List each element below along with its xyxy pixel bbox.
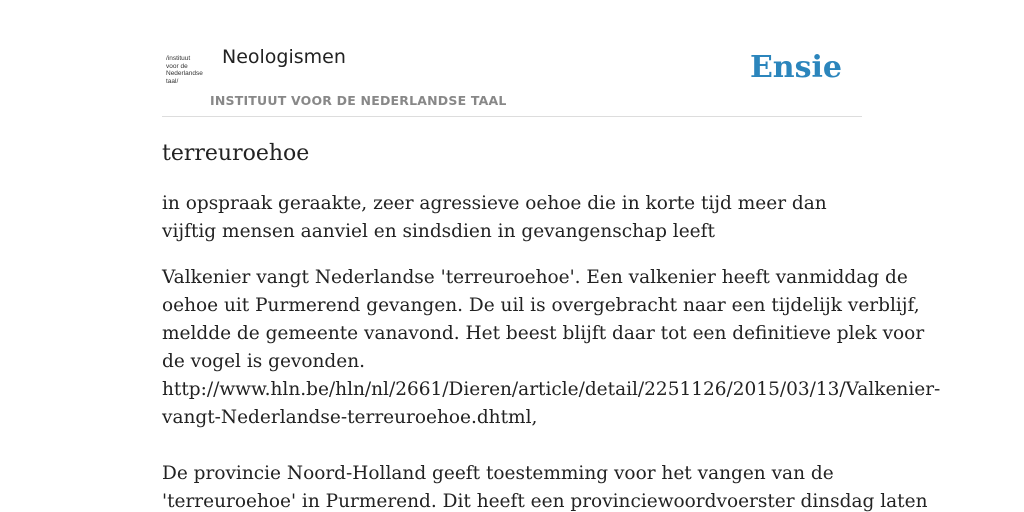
example-line: 'terreuroehoe' in Purmerend. Dit heeft een provinciewoordvoerster dinsdag laten bbox=[162, 491, 928, 512]
brand-title[interactable]: Neologismen bbox=[222, 46, 346, 68]
source-url-continued[interactable]: vangt-Nederlandse-terreuroehoe.dhtml, bbox=[162, 407, 538, 428]
logo-line: taal/ bbox=[166, 77, 179, 85]
brand-subtitle: INSTITUUT VOOR DE NEDERLANDSE TAAL bbox=[210, 93, 507, 108]
logo-line: /instituut bbox=[166, 55, 191, 62]
example-line: de vogel is gevonden. bbox=[162, 351, 366, 372]
term-title: terreuroehoe bbox=[162, 141, 310, 166]
example-line: oehoe uit Purmerend gevangen. De uil is overgebracht naar een tijdelijk verblijf, bbox=[162, 295, 920, 316]
logo-line: Nederlandse bbox=[166, 70, 203, 78]
logo-line: voor de bbox=[166, 62, 188, 70]
example-quote bbox=[162, 264, 941, 512]
ensie-logo[interactable]: Ensie bbox=[749, 50, 842, 85]
source-url[interactable]: http://www.hln.be/hln/nl/2661/Dieren/article/detail/2251126/2015/03/13/Valkenier- bbox=[162, 379, 941, 400]
ivdnt-logo[interactable] bbox=[166, 55, 208, 89]
term-definition: in opspraak geraakte, zeer agressieve oehoe die in korte tijd meer dan vijftig mensen aanviel en sindsdien in gevangenschap leeft bbox=[162, 193, 827, 242]
example-line: meldde de gemeente vanavond. Het beest blijft daar tot een definitieve plek voor bbox=[162, 323, 925, 344]
site-header bbox=[162, 0, 862, 117]
article bbox=[162, 134, 941, 512]
example-line: Valkenier vangt Nederlandse 'terreuroehoe'. Een valkenier heeft vanmiddag de bbox=[162, 267, 908, 288]
blank-line bbox=[162, 432, 884, 460]
example-line: De provincie Noord-Holland geeft toestemming voor het vangen van de bbox=[162, 463, 834, 484]
